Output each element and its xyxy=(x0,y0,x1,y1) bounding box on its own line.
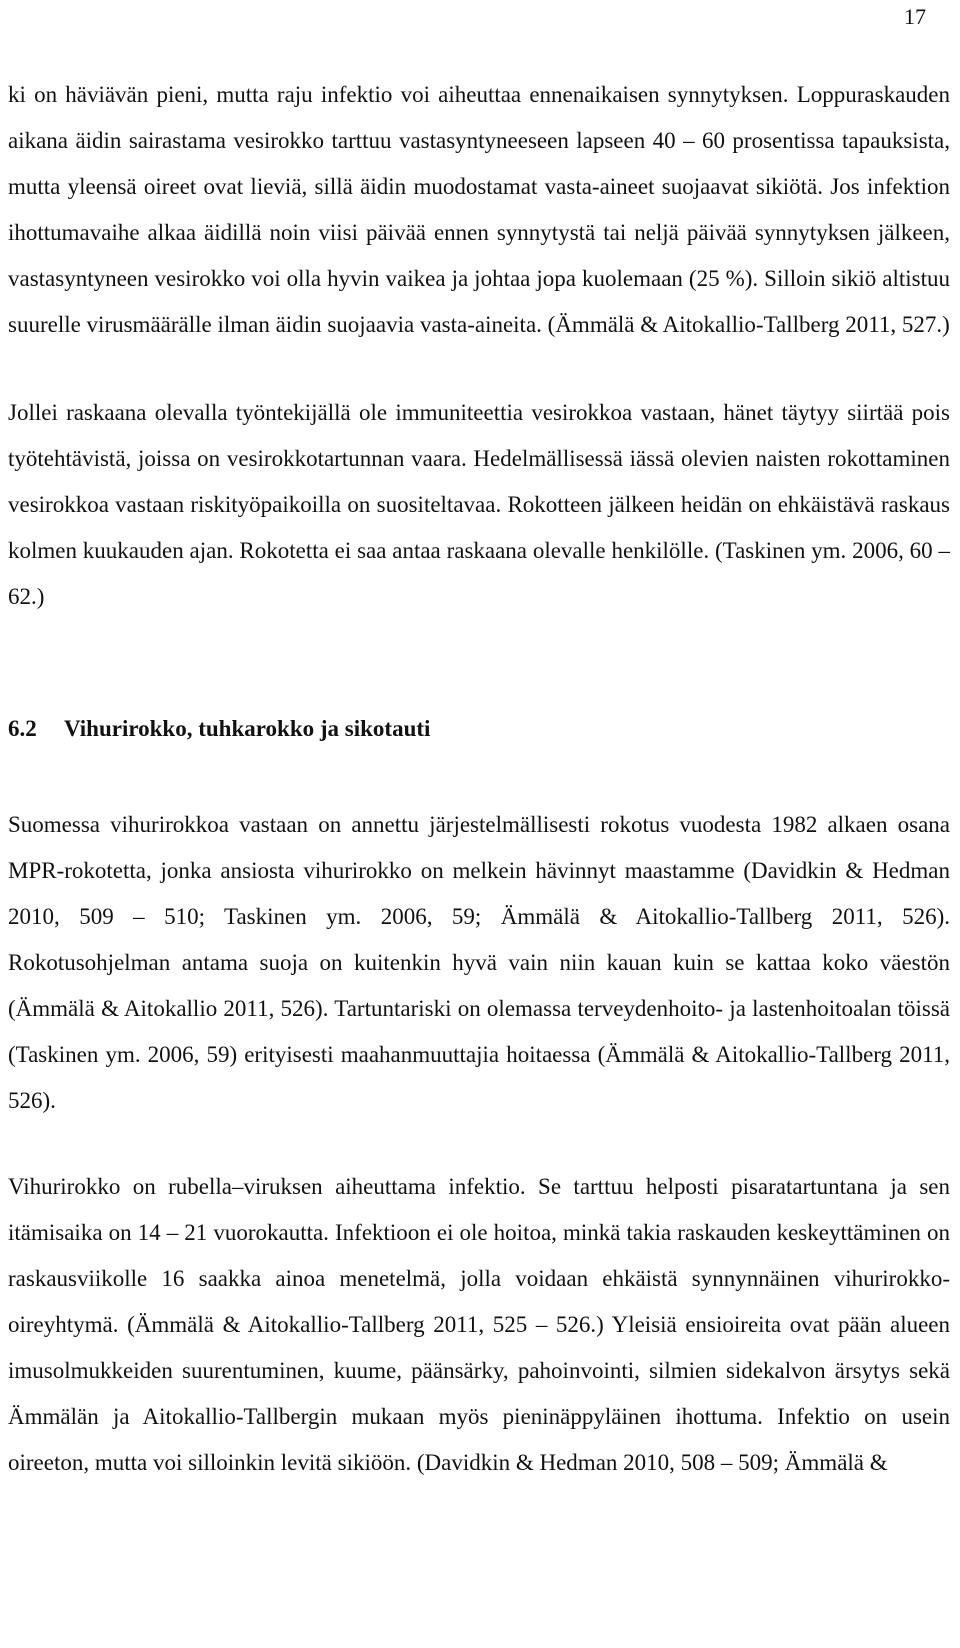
section-title: Vihurirokko, tuhkarokko ja sikotauti xyxy=(64,716,431,741)
paragraph-4: Vihurirokko on rubella–viruksen aiheuttama infektio. Se tarttuu helposti pisaratartuntana ja sen itämisaika on 14 – 21 vuorokautta. Infektioon ei ole hoitoa, minkä takia raskauden keskeyttäminen on raskausviikolle 16 saakka ainoa menetelmä, jolla voidaan ehkäistä synnynnäinen vihurirokko-oireyhtymä. (Ämmälä & Aitokallio-Tallberg 2011, 525 – 526.) Yleisiä ensioireita ovat pään alueen imusolmukkeiden suurentuminen, kuume, päänsärky, pahoinvointi, silmien sidekalvon ärsytys sekä Ämmälän ja Aitokallio-Tallbergin mukaan myös pieninäppyläinen ihottuma. Infektio on usein oireeton, mutta voi silloinkin levitä sikiöön. (Davidkin & Hedman 2010, 508 – 509; Ämmälä & xyxy=(8,1174,950,1475)
page-number: 17 xyxy=(904,4,926,29)
paragraph-3: Suomessa vihurirokkoa vastaan on annettu järjestelmällisesti rokotus vuodesta 1982 alkaen osana MPR-rokotetta, jonka ansiosta vihurirokko on melkein hävinnyt maastamme (Davidkin & Hedman 2010, 509 – 510; Taskinen ym. 2006, 59; Ämmälä & Aitokallio-Tallberg 2011, 526). Rokotusohjelman antama suoja on kuitenkin hyvä vain niin kauan kuin se kattaa koko väestön (Ämmälä & Aitokallio 2011, 526). Tartuntariski on olemassa terveydenhoito- ja lastenhoitoalan töissä (Taskinen ym. 2006, 59) erityisesti maahanmuuttajia hoitaessa (Ämmälä & Aitokallio-Tallberg 2011, 526). xyxy=(8,812,950,1113)
section-number: 6.2 xyxy=(8,716,37,741)
section-heading xyxy=(8,706,950,752)
paragraph-2: Jollei raskaana olevalla työntekijällä ole immuniteettia vesirokkoa vastaan, hänet täytyy siirtää pois työtehtävistä, joissa on vesirokkotartunnan vaara. Hedelmällisessä iässä olevien naisten rokottaminen vesirokkoa vastaan riskityöpaikoilla on suositeltavaa. Rokotteen jälkeen heidän on ehkäistävä raskaus kolmen kuukauden ajan. Rokotetta ei saa antaa raskaana olevalle henkilölle. (Taskinen ym. 2006, 60 – 62.) xyxy=(8,400,950,609)
document-body xyxy=(8,72,950,1526)
paragraph-1: ki on häviävän pieni, mutta raju infektio voi aiheuttaa ennenaikaisen synnytyksen. Loppuraskauden aikana äidin sairastama vesirokko tarttuu vastasyntyneeseen lapseen 40 – 60 prosentissa tapauksista, mutta yleensä oireet ovat lieviä, sillä äidin muodostamat vasta-aineet suojaavat sikiötä. Jos infektion ihottumavaihe alkaa äidillä noin viisi päivää ennen synnytystä tai neljä päivää synnytyksen jälkeen, vastasyntyneen vesirokko voi olla hyvin vaikea ja johtaa jopa kuolemaan (25 %). Silloin sikiö altistuu suurelle virusmäärälle ilman äidin suojaavia vasta-aineita. (Ämmälä & Aitokallio-Tallberg 2011, 527.) xyxy=(8,82,950,337)
